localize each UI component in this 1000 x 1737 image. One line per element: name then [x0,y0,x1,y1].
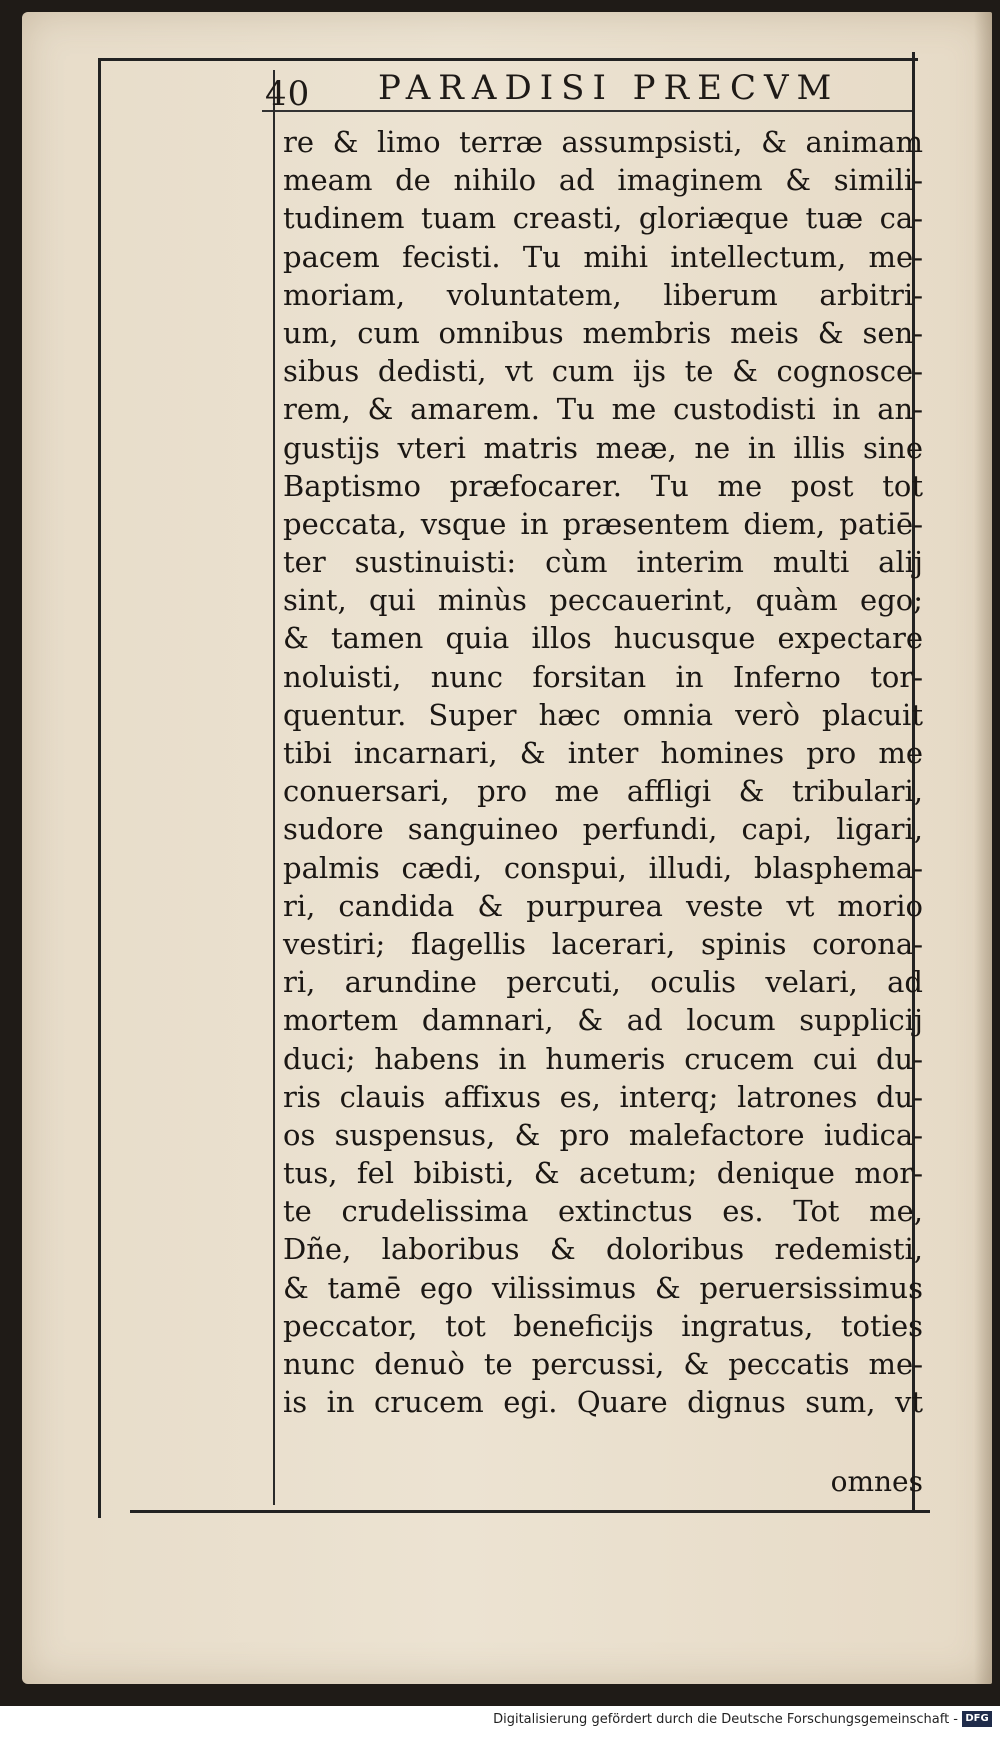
text-line: gustijs vteri matris meæ, ne in illis sine [283,430,923,465]
running-head: PARADISI PRECVM [378,68,840,108]
text-line: moriam, voluntatem, liberum arbitri- [283,277,923,312]
text-line: palmis cædi, conspui, illudi, blasphema- [283,850,923,885]
text-line: peccata, vsque in præsentem diem, patiē- [283,506,923,541]
text-line: tudinem tuam creasti, gloriæque tuæ ca- [283,201,923,236]
text-line: noluisti, nunc forsitan in Inferno tor- [283,659,923,694]
text-line: ter sustinuisti: cùm interim multi alij [283,545,923,580]
catchword: omnes [830,1465,923,1498]
text-line: mortem damnari, & ad locum supplicij [283,1003,923,1038]
text-line: rem, & amarem. Tu me custodisti in an- [283,392,923,427]
text-line: os suspensus, & pro malefactore iudica- [283,1117,923,1152]
dfg-logo: DFG [962,1711,992,1727]
page-edge-shadow [974,12,992,1684]
header-rule [262,110,912,112]
body-text [283,123,923,1421]
text-line: vestiri; flagellis lacerari, spinis corona- [283,926,923,961]
frame-top-rule [100,58,918,61]
text-line: & tamen quia illos hucusque expectare [283,621,923,656]
text-line: ri, arundine percuti, oculis velari, ad [283,965,923,1000]
text-line: meam de nihilo ad imaginem & simili- [283,163,923,198]
text-line: re & limo terræ assumpsisti, & animam [283,125,923,159]
text-line: ris clauis affixus es, interq; latrones du- [283,1079,923,1114]
text-line: Dñe, laboribus & doloribus redemisti, [283,1232,923,1267]
text-line: pacem fecisti. Tu mihi intellectum, me- [283,239,923,274]
frame-bottom-rule [130,1510,930,1513]
margin-rule [273,70,275,1505]
text-line: um, cum omnibus membris meis & sen- [283,315,923,350]
footer-credit: Digitalisierung gefördert durch die Deutsche Forschungsgemeinschaft - [493,1712,958,1727]
text-line: quentur. Super hæc omnia verò placuit [283,697,923,732]
text-line: & tamē ego vilissimus & peruersissimus [283,1270,923,1305]
text-line: sibus dedisti, vt cum ijs te & cognosce- [283,354,923,389]
text-line: te crudelissima extinctus es. Tot me, [283,1194,923,1229]
text-line: nunc denuò te percussi, & peccatis me- [283,1347,923,1381]
text-line: sint, qui minùs peccauerint, quàm ego; [283,583,923,618]
text-line: tibi incarnari, & inter homines pro me [283,736,923,770]
text-line: duci; habens in humeris crucem cui du- [283,1041,923,1076]
text-line: sudore sanguineo perfundi, capi, ligari, [283,812,923,847]
text-line: peccator, tot beneficijs ingratus, toties [283,1308,923,1343]
text-line: ri, candida & purpurea veste vt morio [283,888,923,923]
frame-left-rule [98,58,101,1518]
text-line: conuersari, pro me affligi & tribulari, [283,774,923,809]
page-number: 40 [265,74,311,114]
text-line: Baptismo præfocarer. Tu me post tot [283,468,923,503]
text-line: tus, fel bibisti, & acetum; denique mor- [283,1156,923,1191]
text-line: is in crucem egi. Quare dignus sum, vt [283,1385,923,1420]
